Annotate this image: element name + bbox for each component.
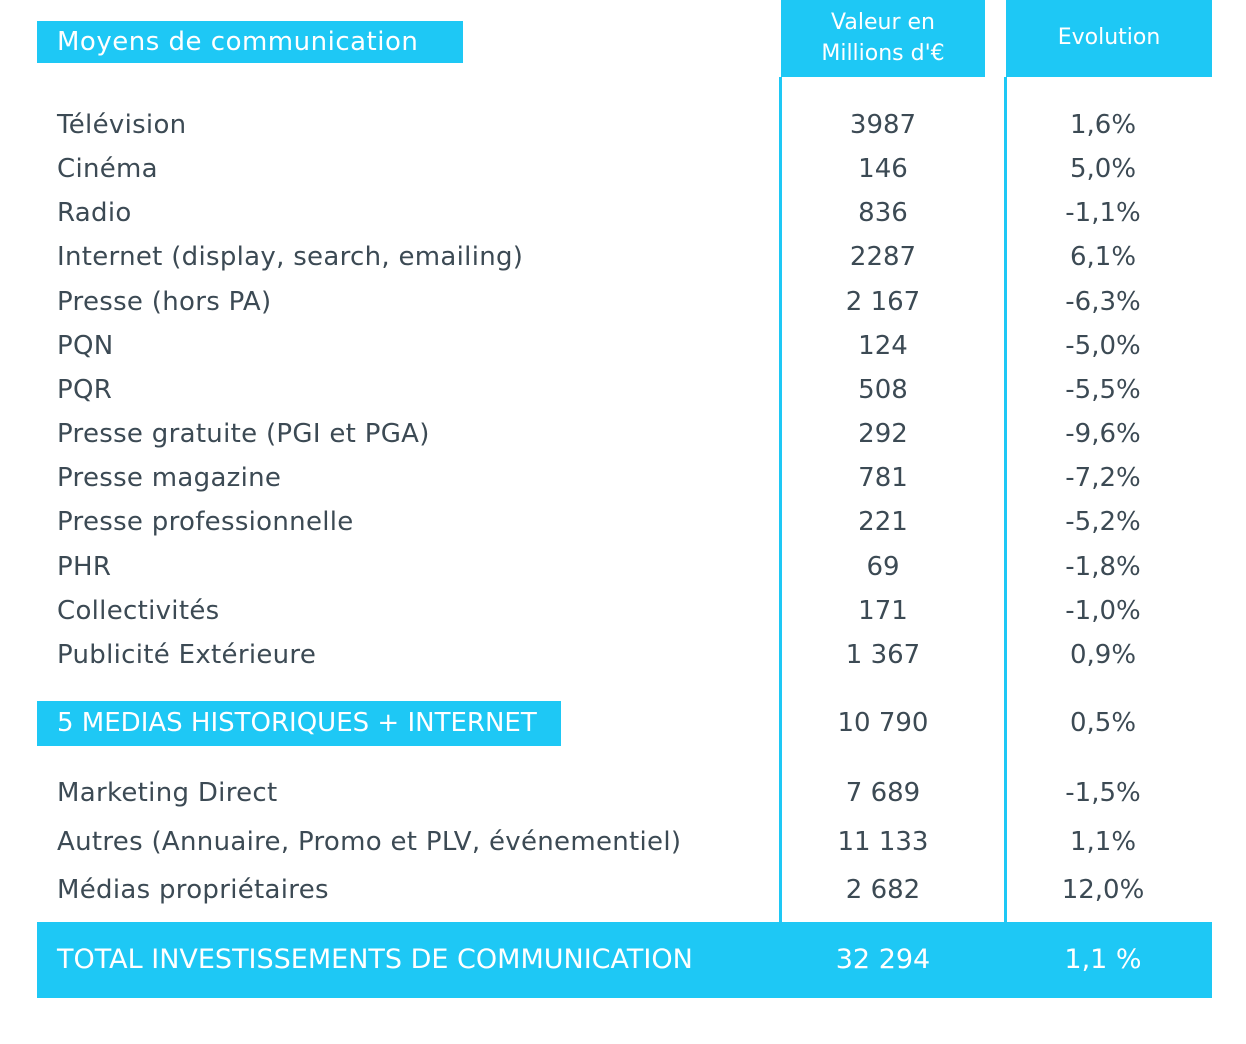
other-evolution: 1,1% [1069,826,1137,857]
other-row [0,870,1246,910]
media-label: Presse gratuite (PGI et PGA) [57,419,430,450]
media-value: 171 [858,595,908,626]
media-row [0,282,1246,322]
media-value: 292 [858,419,908,450]
media-value: 146 [858,154,908,185]
media-row [0,105,1246,145]
media-label: Télévision [57,110,187,140]
subtotal-evolution: 0,5% [1069,708,1137,738]
header-category-label: Moyens de communication [57,27,419,57]
total-label: TOTAL INVESTISSEMENTS DE COMMUNICATION [57,944,693,975]
total-value: 32 294 [835,944,931,975]
media-label: PHR [57,551,112,582]
media-row [0,326,1246,366]
media-label: Publicité Extérieure [57,639,317,670]
media-row [0,237,1246,277]
media-evolution: -1,1% [1065,198,1141,229]
subtotal-label: 5 MEDIAS HISTORIQUES + INTERNET [37,701,561,746]
media-row [0,591,1246,631]
media-evolution: 1,6% [1069,110,1137,140]
other-row [0,773,1246,813]
media-evolution: -5,0% [1065,330,1141,361]
media-row [0,502,1246,542]
other-label: Marketing Direct [57,778,278,808]
media-value: 1 367 [845,639,921,670]
media-value: 3987 [849,110,917,140]
other-value: 7 689 [845,778,921,808]
media-row [0,149,1246,189]
media-label: PQR [57,374,113,405]
media-value: 2287 [849,242,917,273]
header-evolution: Evolution [1006,0,1212,77]
media-evolution: -5,2% [1065,507,1141,538]
media-row [0,193,1246,233]
media-value: 221 [858,507,908,538]
header-category [37,21,463,63]
media-evolution: 5,0% [1069,154,1137,185]
header-value: Valeur en Millions d'€ [781,0,985,77]
other-evolution: -1,5% [1065,778,1141,808]
media-row [0,547,1246,587]
media-value: 836 [858,198,908,229]
media-evolution: 0,9% [1069,639,1137,670]
media-label: Presse professionnelle [57,507,354,538]
media-row [0,458,1246,498]
media-row [0,414,1246,454]
media-label: Cinéma [57,154,158,185]
other-row [0,822,1246,862]
media-value: 781 [858,463,908,494]
media-evolution: -1,0% [1065,595,1141,626]
media-label: Presse (hors PA) [57,286,272,317]
media-value: 508 [858,374,908,405]
subtotal-row [0,703,1246,743]
subtotal-value: 10 790 [837,708,929,738]
media-value: 124 [858,330,908,361]
other-label: Autres (Annuaire, Promo et PLV, événementiel) [57,826,682,857]
other-value: 2 682 [845,875,921,905]
media-evolution: -7,2% [1065,463,1141,494]
media-value: 2 167 [845,286,921,317]
media-value: 69 [866,551,900,582]
media-row [0,370,1246,410]
media-evolution: -6,3% [1065,286,1141,317]
media-evolution: -5,5% [1065,374,1141,405]
other-evolution: 12,0% [1061,875,1145,905]
media-row [0,635,1246,675]
media-label: Presse magazine [57,463,282,494]
total-row [37,922,1212,998]
media-evolution: -9,6% [1065,419,1141,450]
total-evolution: 1,1 % [1064,944,1142,975]
media-label: Internet (display, search, emailing) [57,242,524,273]
media-label: Collectivités [57,595,220,626]
other-value: 11 133 [837,826,929,857]
other-label: Médias propriétaires [57,875,329,905]
media-evolution: -1,8% [1065,551,1141,582]
media-label: PQN [57,330,114,361]
media-evolution: 6,1% [1069,242,1137,273]
media-label: Radio [57,198,132,229]
